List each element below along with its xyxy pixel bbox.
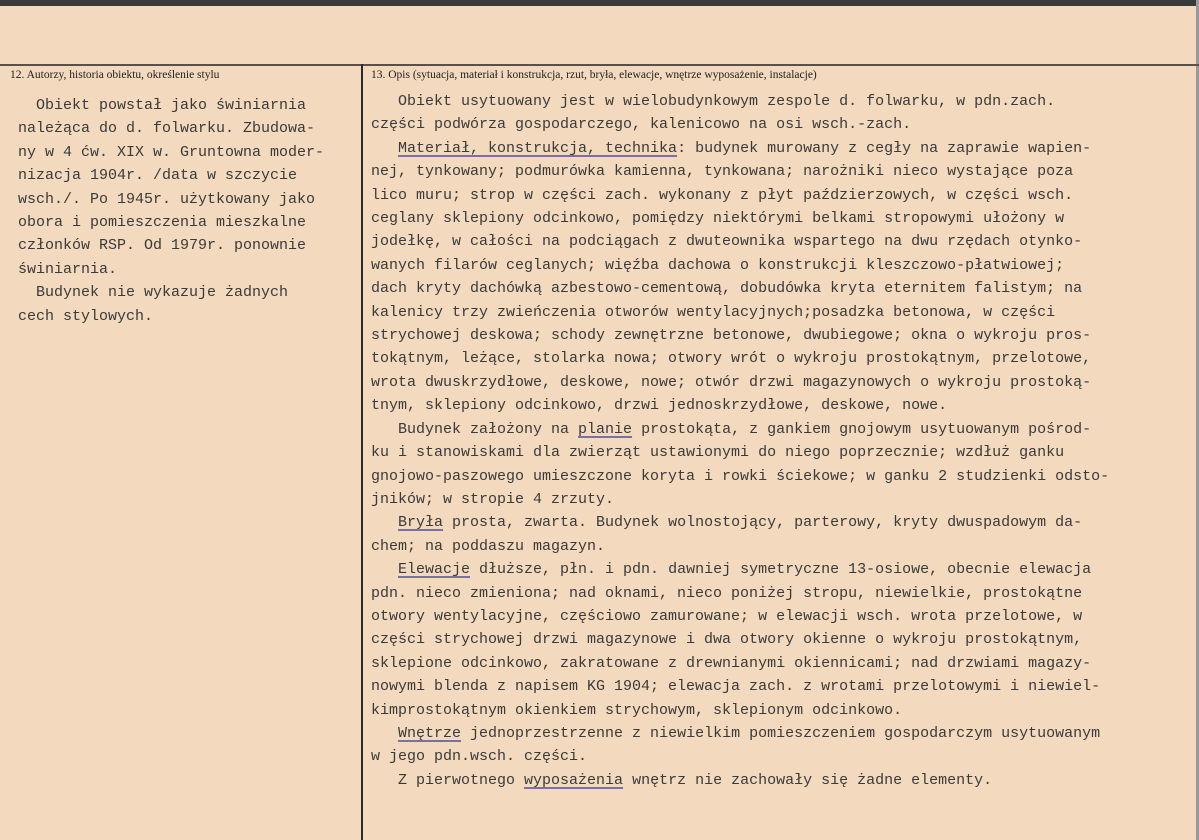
text-line: tokątnym, leżące, stolarka nowa; otwory wrót o wykroju prostokątnym, przelotowe, [371, 350, 1092, 368]
text-line: należąca do d. folwarku. Zbudowa- [18, 120, 316, 138]
text-line: Wnętrze jednoprzestrzenne z niewielkim pomieszczeniem gospodarczym usytuowanym [398, 724, 1101, 742]
text-line: nowymi blenda z napisem KG 1904; elewacja zach. z wrotami przelotowymi i niewiel- [371, 678, 1101, 696]
text-line: kalenicy trzy zwieńczenia otworów wentylacyjnych;posadzka betonowa, w części [371, 303, 1056, 321]
text-line: cech stylowych. [18, 307, 154, 325]
text-line: strychowej deskowa; schody zewnętrzne betonowe, dwubiegowe; okna o wykroju pros- [371, 327, 1092, 345]
text-line: Budynek nie wykazuje żadnych [18, 284, 289, 302]
underlined-keyword: Bryła [398, 514, 444, 532]
history-text [18, 94, 358, 328]
text-line: sklepione odcinkowo, zakratowane z drewnianymi okiennicami; nad drzwiami magazy- [371, 654, 1092, 672]
text-line: Budynek założony na planie prostokąta, z gankiem gnojowym usytuowanym pośrod- [371, 420, 1092, 438]
text-line: jodełkę, w całości na podciągach z dwuteownika wspartego na dwu rzędach otynko- [371, 233, 1083, 251]
text-line: Bryła prosta, zwarta. Budynek wolnostojący, parterowy, kryty dwuspadowym da- [398, 514, 1083, 532]
text-line: dach kryty dachówką azbestowo-cementową, dobudówka kryta eternitem falistym; na [371, 280, 1083, 298]
section-12-header: 12. Autorzy, historia obiektu, określenie stylu [10, 69, 220, 81]
description-text [371, 90, 1197, 792]
text-line: w jego pdn.wsch. części. [371, 748, 588, 766]
text-line: ceglany sklepiony odcinkowo, pomiędzy niektórymi belkami stropowymi ułożony w [371, 210, 1065, 228]
text-line: ny w 4 ćw. XIX w. Gruntowna moder- [18, 143, 325, 161]
text-line: Z pierwotnego wyposażenia wnętrz nie zachowały się żadne elementy. [371, 771, 993, 789]
column-divider [361, 64, 363, 840]
section-13-header: 13. Opis (sytuacja, materiał i konstrukcja, rzut, bryła, elewacje, wnętrze wyposażenie, instalacje) [371, 69, 817, 81]
text-line: wanych filarów ceglanych; więźba dachowa o konstrukcji kleszczowo-płatwiowej; [371, 256, 1065, 274]
underlined-keyword: Materiał, konstrukcja, technika [398, 139, 678, 157]
underlined-keyword: planie [578, 420, 633, 438]
text-line: jników; w stropie 4 zrzuty. [371, 490, 615, 508]
text-line: pdn. nieco zmieniona; nad oknami, nieco poniżej stropu, niewielkie, prostokątne [371, 584, 1083, 602]
underlined-keyword: Wnętrze [398, 724, 462, 742]
text-line: Obiekt powstał jako świniarnia [18, 97, 307, 114]
text-line: wsch./. Po 1945r. użytkowany jako [18, 190, 316, 208]
text-line: otwory wentylacyjne, częściowo zamurowane; w elewacji wsch. wrota przelotowe, w [371, 607, 1083, 625]
text-line: wrota dwuskrzydłowe, deskowe, nowe; otwór drzwi magazynowych o wykroju prostoką- [371, 373, 1092, 391]
text-line: nizacja 1904r. /data w szczycie [18, 167, 298, 185]
text-line: Elewacje dłuższe, płn. i pdn. dawniej symetryczne 13-osiowe, obecnie elewacja [398, 561, 1092, 579]
text-line: kimprostokątnym okienkiem strychowym, sklepionym odcinkowo. [371, 701, 903, 719]
text-line: świniarnia. [18, 260, 118, 278]
text-line: tnym, sklepiony odcinkowo, drzwi jednoskrzydłowe, deskowe, nowe. [371, 397, 948, 415]
text-line: gnojowo-paszowego umieszczone koryta i rowki ściekowe; w ganku 2 studzienki odsto- [371, 467, 1110, 485]
text-line: chem; na poddaszu magazyn. [371, 537, 606, 555]
top-edge [0, 0, 1199, 6]
text-line: nej, tynkowany; podmurówka kamienna, tynkowana; narożniki nieco wystające poza [371, 163, 1074, 181]
text-line: obora i pomieszczenia mieszkalne [18, 214, 307, 232]
text-line: lico muru; strop w części zach. wykonany z płyt paździerzowych, w części wsch. [371, 186, 1074, 204]
text-line: części strychowej drzwi magazynowe i dwa otwory okienne o wykroju prostokątnym, [371, 631, 1083, 649]
text-line: członków RSP. Od 1979r. ponownie [18, 237, 307, 255]
header-rule [0, 64, 1199, 66]
underlined-keyword: Elewacje [398, 561, 471, 579]
text-line: części podwórza gospodarczego, kalenicowo na osi wsch.-zach. [371, 116, 912, 134]
underlined-keyword: wyposażenia [524, 771, 624, 789]
text-line: Materiał, konstrukcja, technika: budynek murowany z cegły na zaprawie wapien- [398, 139, 1092, 157]
text-line: Obiekt usytuowany jest w wielobudynkowym zespole d. folwarku, w pdn.zach. [371, 93, 1056, 110]
text-line: ku i stanowiskami dla zwierząt ustawionymi do niego poprzecznie; wzdłuż ganku [371, 444, 1065, 462]
